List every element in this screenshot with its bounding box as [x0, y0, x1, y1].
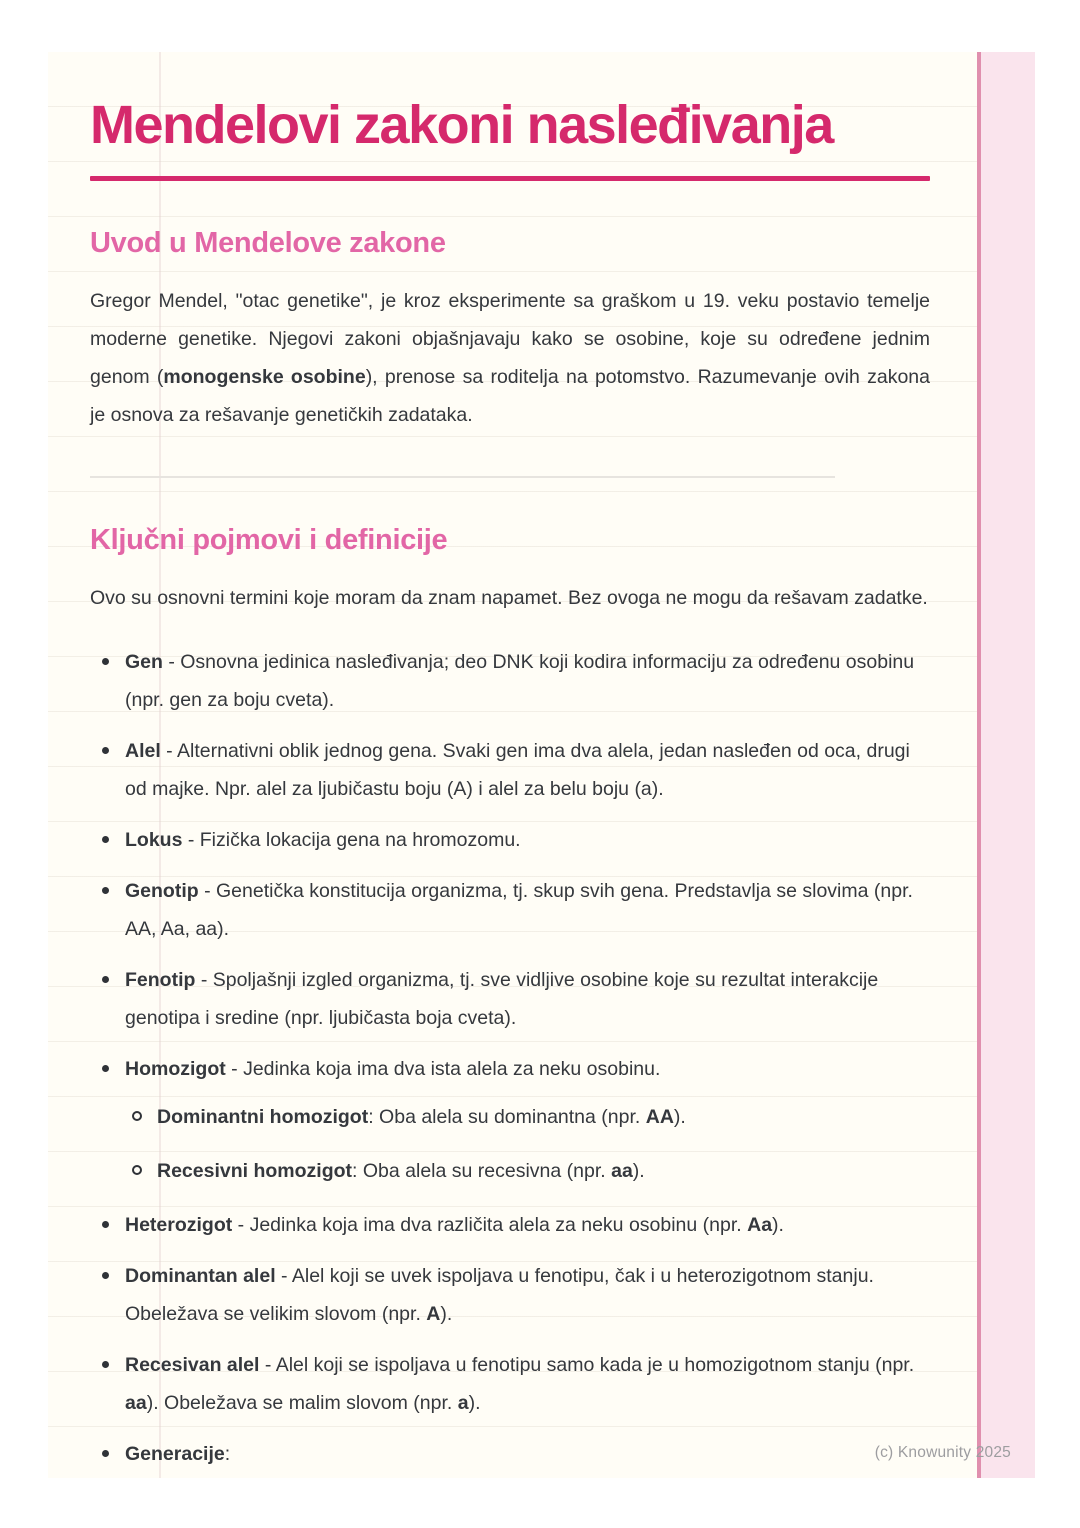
hollow-circle-icon — [132, 1111, 142, 1121]
text-run: : — [224, 1443, 231, 1466]
text-run: : Oba alela su recesivna (npr. — [352, 1160, 612, 1183]
bullet-icon — [102, 747, 109, 754]
term-bold: Homozigot — [125, 1058, 226, 1081]
bullet-icon — [102, 976, 109, 983]
term-list-item — [90, 1206, 935, 1244]
text-run: Gregor Mendel, "otac genetike", je kroz eksperimente sa graškom u 19. veku postavio temelje moderne genetike. Njegovi zakoni objašnjavaju kako se osobine, koje su određene jednim genom ( — [90, 290, 930, 389]
term-bold: Aa — [747, 1214, 773, 1237]
term-bold: Recesivan alel — [125, 1354, 260, 1377]
sub-list-item — [125, 1098, 935, 1136]
term-list-item — [90, 821, 935, 859]
text-run: ). — [673, 1106, 686, 1129]
bullet-icon — [102, 658, 109, 665]
term-bold: Lokus — [125, 829, 183, 852]
term-list-item — [90, 732, 935, 808]
term-list-item — [90, 643, 935, 719]
bullet-icon — [102, 1272, 109, 1279]
sub-list — [125, 1098, 935, 1190]
page-title: Mendelovi zakoni nasleđivanja — [90, 95, 833, 155]
section-divider — [90, 476, 835, 478]
section-heading-intro: Uvod u Mendelove zakone — [90, 227, 446, 260]
sub-list-item — [125, 1152, 935, 1190]
footer-credit: (c) Knowunity 2025 — [874, 1444, 1011, 1461]
text-run: - Alel koji se uvek ispoljava u fenotipu, čak i u heterozigotnom stanju. Obeležava se velikim slovom (npr. — [125, 1265, 874, 1326]
term-bold: Dominantni homozigot — [157, 1106, 369, 1129]
term-list-item — [90, 1435, 935, 1473]
bullet-icon — [102, 1221, 109, 1228]
term-bold: AA — [645, 1106, 674, 1129]
bullet-icon — [102, 836, 109, 843]
term-bold: aa — [125, 1392, 147, 1415]
text-run: - Osnovna jedinica nasleđivanja; deo DNK koji kodira informaciju za određenu osobinu (npr. gen za boju cveta). — [125, 651, 915, 712]
text-run: Ovo su osnovni termini koje moram da znam napamet. Bez ovoga ne mogu da rešavam zadatke. — [90, 587, 928, 610]
bullet-icon — [102, 1450, 109, 1457]
text-run: ). — [772, 1214, 784, 1237]
text-run: - Fizička lokacija gena na hromozomu. — [182, 829, 521, 852]
term-bold: Heterozigot — [125, 1214, 233, 1237]
term-list-item — [90, 1257, 935, 1333]
term-list-item — [90, 961, 935, 1037]
section-terms — [90, 524, 930, 1473]
text-run: ). — [440, 1303, 453, 1326]
terms-list — [90, 643, 935, 1473]
bullet-icon — [102, 1065, 109, 1072]
section-heading-terms: Ključni pojmovi i definicije — [90, 524, 448, 557]
text-run: : Oba alela su dominantna (npr. — [368, 1106, 646, 1129]
term-list-item — [90, 872, 935, 948]
text-run: ), prenose sa roditelja na potomstvo. Razumevanje ovih zakona je osnova za rešavanje genetičkih zadataka. — [90, 366, 930, 427]
section-intro — [90, 227, 930, 434]
text-run: - Jedinka koja ima dva ista alela za neku osobinu. — [225, 1058, 661, 1081]
term-bold: Genotip — [125, 880, 199, 903]
title-underline — [90, 176, 930, 181]
text-run: - Jedinka koja ima dva različita alela za neku osobinu (npr. — [232, 1214, 748, 1237]
term-bold: A — [426, 1303, 441, 1326]
bullet-icon — [102, 887, 109, 894]
text-run: - Alternativni oblik jednog gena. Svaki gen ima dva alela, jedan nasleđen od oca, drugi od majke. Npr. alel za ljubičastu boju (A) i alel za belu boju (a). — [125, 740, 910, 801]
term-list-item — [90, 1346, 935, 1422]
text-run: ). — [468, 1392, 481, 1415]
term-bold: Generacije — [125, 1443, 225, 1466]
page-edge-strip — [977, 52, 1035, 1478]
text-run: ). — [632, 1160, 645, 1183]
term-bold: Recesivni homozigot — [157, 1160, 353, 1183]
term-bold: Gen — [125, 651, 163, 674]
term-list-item — [90, 1050, 935, 1190]
term-bold: Fenotip — [125, 969, 196, 992]
text-run: ). Obeležava se malim slovom (npr. — [146, 1392, 458, 1415]
term-bold: Alel — [125, 740, 161, 763]
term-bold: aa — [611, 1160, 633, 1183]
hollow-circle-icon — [132, 1165, 142, 1175]
term-bold: monogenske osobine — [163, 366, 366, 389]
text-run: - Alel koji se ispoljava u fenotipu samo kada je u homozigotnom stanju (npr. — [259, 1354, 915, 1377]
text-run: - Genetička konstitucija organizma, tj. skup svih gena. Predstavlja se slovima (npr. AA, Aa, aa). — [125, 880, 913, 941]
term-bold: a — [457, 1392, 469, 1415]
term-bold: Dominantan alel — [125, 1265, 276, 1288]
text-run: - Spoljašnji izgled organizma, tj. sve vidljive osobine koje su rezultat interakcije genotipa i sredine (npr. ljubičasta boja cveta). — [125, 969, 879, 1030]
document-page — [48, 52, 1035, 1478]
document-content — [48, 52, 930, 1473]
intro-paragraph — [90, 282, 930, 434]
terms-paragraph — [90, 579, 930, 617]
bullet-icon — [102, 1361, 109, 1368]
